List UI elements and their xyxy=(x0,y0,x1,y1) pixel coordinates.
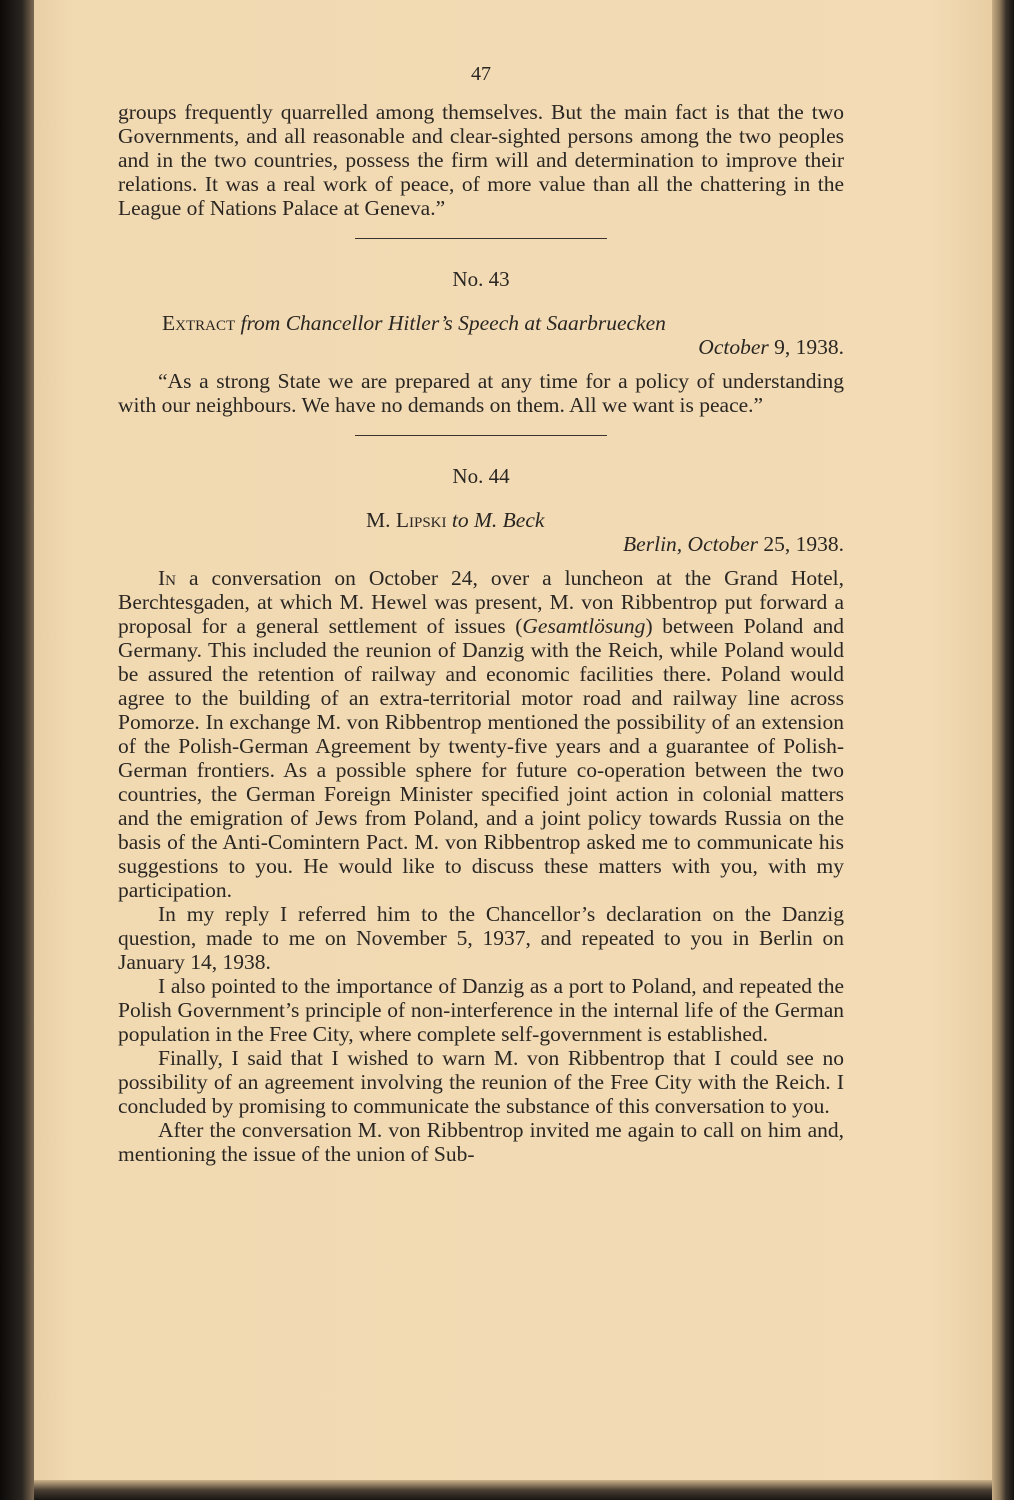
document-44-date-place: Berlin, October xyxy=(623,532,758,556)
paragraph-1-text-a: a conversation on October 24, over a luncheon at the Grand Hotel, Berchtesgaden, at which M. Hewel was present, M. von Ribbentrop put forward a proposal for a general settlement of issues ( xyxy=(118,566,844,638)
document-43-date-rest: 9, 1938. xyxy=(768,335,844,359)
document-44-date-rest: 25, 1938. xyxy=(758,532,844,556)
paragraph-1-term: Gesamtlösung xyxy=(522,614,646,638)
document-44-paragraph-2: In my reply I referred him to the Chancellor’s declaration on the Danzig question, made to me on November 5, 1937, and repeated to you in Berlin on January 14, 1938. xyxy=(118,902,844,974)
intro-paragraph: groups frequently quarrelled among themselves. But the main fact is that the two Governments, and all reasonable and clear-sighted persons among the two peoples and in the two countries, possess the firm will and determination to improve their relations. It was a real work of peace, of more value than all the chattering in the League of Nations Palace at Geneva.” xyxy=(118,100,844,220)
document-44-date xyxy=(118,532,844,556)
paragraph-1-text-b: ) between Poland and Germany. This included the reunion of Danzig with the Reich, while Poland would be assured the retention of railway and economic facilities there. Poland would agree to the building of an extra-territorial motor road and railway line across Pomorze. In exchange M. von Ribbentrop mentioned the possibility of an extension of the Polish-German Agreement by twenty-five years and a guarantee of Polish-German frontiers. As a possible sphere for future co-operation between the two countries, the German Foreign Minister specified joint action in colonial matters and the emigration of Jews from Poland, and a joint policy towards Russia on the basis of the Anti-Comintern Pact. M. von Ribbentrop asked me to communicate his suggestions to you. He would like to discuss these matters with you, with my participation. xyxy=(118,614,844,902)
document-number-44: No. 44 xyxy=(452,464,510,488)
section-divider xyxy=(355,238,607,239)
page-content xyxy=(118,62,844,1166)
page-edge-right xyxy=(992,0,1014,1500)
document-44-header-title: to M. Beck xyxy=(446,508,545,532)
section-divider-2 xyxy=(355,435,607,436)
document-43-date xyxy=(118,335,844,359)
book-binding xyxy=(0,0,34,1500)
paragraph-1-lead: In xyxy=(158,566,176,590)
document-44-paragraph-3: I also pointed to the importance of Danzig as a port to Poland, and repeated the Polish Government’s principle of non-interference in the internal life of the German population in the Free City, where complete self-government is established. xyxy=(118,974,844,1046)
document-43-header xyxy=(118,311,844,335)
document-43-header-lead: Extract xyxy=(162,311,236,335)
document-43-date-month: October xyxy=(698,335,769,359)
document-43-header-title: from Chancellor Hitler’s Speech at Saarbruecken xyxy=(240,311,666,335)
document-43-body: “As a strong State we are prepared at any time for a policy of understanding with our neighbours. We have no demands on them. All we want is peace.” xyxy=(118,369,844,417)
document-44-paragraph-5: After the conversation M. von Ribbentrop invited me again to call on him and, mentioning the issue of the union of Sub- xyxy=(118,1118,844,1166)
document-number-43: No. 43 xyxy=(452,267,510,291)
document-44-paragraph-4: Finally, I said that I wished to warn M. von Ribbentrop that I could see no possibility of an agreement involving the reunion of the Free City with the Reich. I concluded by promising to communicate the substance of this conversation to you. xyxy=(118,1046,844,1118)
document-44-paragraph-1 xyxy=(118,566,844,902)
document-44-header xyxy=(118,508,844,532)
page-edge-bottom xyxy=(34,1480,992,1500)
document-44-header-lead: M. Lipski xyxy=(366,508,447,532)
page-number: 47 xyxy=(471,63,491,85)
